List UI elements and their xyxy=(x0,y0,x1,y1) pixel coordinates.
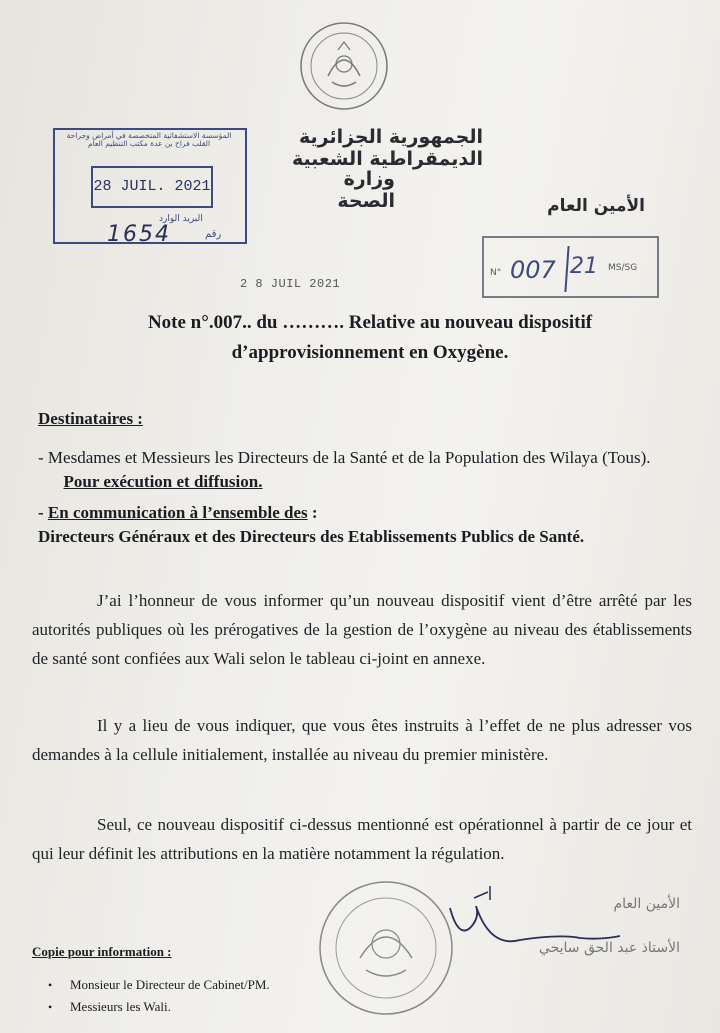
stamp-number-label-ar: رقم xyxy=(205,229,222,240)
stamp-date: 28 JUIL. 2021 xyxy=(93,178,211,195)
body-paragraph-1: J’ai l’honneur de vous informer qu’un nouveau dispositif vient d’être arrêté par les autorités publiques où les prérogatives de la gestion de l’oxygène au niveau des établissements de santé sont confiées aux Wali selon le tableau ci-joint en annexe. xyxy=(32,591,692,668)
recipient-item-directors xyxy=(38,446,678,494)
received-mail-stamp xyxy=(53,128,247,247)
date-stamp: 2 8 JUIL 2021 xyxy=(240,277,341,291)
communication-prefix: - xyxy=(38,503,48,522)
recipient-action: Pour exécution et diffusion. xyxy=(63,472,263,491)
communication-body: Directeurs Généraux et des Directeurs des Etablissements Publics de Santé. xyxy=(38,527,585,546)
note-title-line-2: d’approvisionnement en Oxygène. xyxy=(231,342,509,363)
stamp-institution-ar: المؤسسة الاستشفائية المتخصصة في أمراض وجراحة القلب فراح بن عدة مكتب التنظيم العام xyxy=(66,131,232,148)
ref-number: 007 xyxy=(510,256,556,284)
recipients-heading: Destinataires : xyxy=(38,409,143,428)
ref-code: MS/SG xyxy=(608,263,638,273)
stamp-date-box xyxy=(91,166,213,208)
republic-heading-ar: الجمهورية الجزائرية الديمقراطية الشعبية xyxy=(291,126,483,170)
body-paragraph-2: Il y a lieu de vous indiquer, que vous êtes instruits à l’effet de ne plus adresser vos demandes à la cellule initialement, installée au niveau du premier ministère. xyxy=(32,716,692,764)
stamp-incoming-mail-ar: البريد الوارد xyxy=(159,214,203,224)
reference-number-stamp xyxy=(482,236,659,298)
recipient-item-text: - Mesdames et Messieurs les Directeurs de la Santé et de la Population des Wilaya (Tous). xyxy=(38,448,651,467)
communication-heading-text: En communication à l’ensemble des xyxy=(47,503,308,522)
handwritten-signature-icon xyxy=(430,878,630,968)
stamp-handwritten-number: 1654 xyxy=(107,222,171,247)
note-title-line-1: Note n°.007.. du ………. Relative au nouveau dispositif xyxy=(147,312,593,333)
body-paragraph-3: Seul, ce nouveau dispositif ci-dessus mentionné est opérationnel à partir de ce jour et qui leur définit les attributions en la matière notamment la régulation. xyxy=(32,815,692,863)
secretary-general-heading-ar: الأمين العام xyxy=(547,196,645,216)
communication-heading xyxy=(38,501,678,525)
copy-list-item: • Messieurs les Wali. xyxy=(32,996,270,1018)
note-title xyxy=(60,308,680,368)
communication-suffix: : xyxy=(307,503,318,522)
copy-heading: Copie pour information : xyxy=(32,944,172,959)
signature-title-ar: الأمين العام xyxy=(613,896,680,912)
ministry-heading-ar: وزارة الصحة xyxy=(337,168,395,212)
ref-year: 21 xyxy=(570,254,598,279)
copy-list-item: • Monsieur le Directeur de Cabinet/PM. xyxy=(32,974,270,996)
ref-number-label: N° xyxy=(490,268,502,278)
national-emblem-icon xyxy=(298,20,390,112)
signature-name-ar: الأستاذ عبد الحق سايحي xyxy=(538,940,680,956)
ref-separator xyxy=(564,246,569,292)
copy-list xyxy=(32,974,270,1018)
